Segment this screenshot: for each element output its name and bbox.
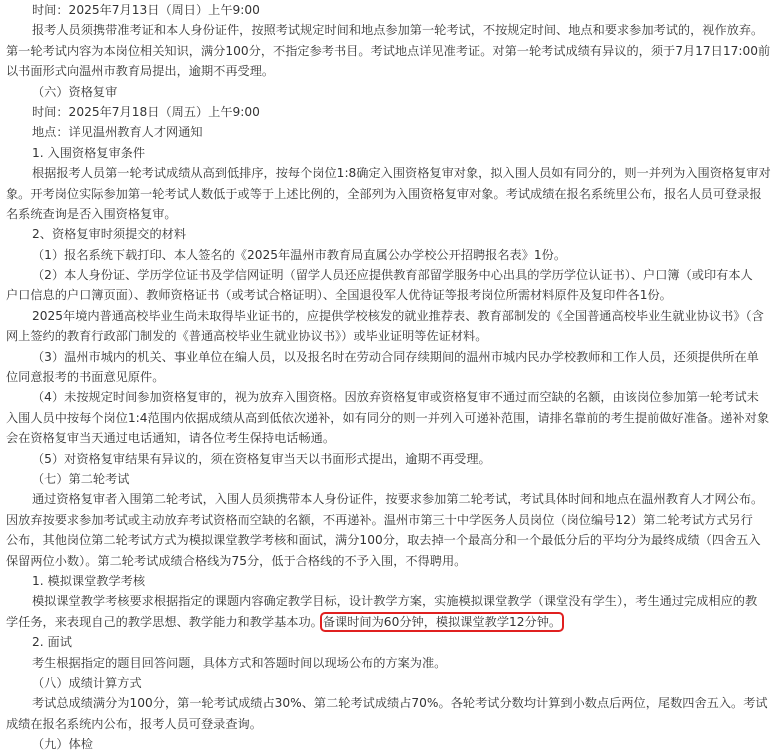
subsection-heading: 2、资格复审时须提交的材料 <box>32 227 187 242</box>
text-line: （3）温州市城内的机关、事业单位在编人员，以及报名时在劳动合同存续期间的温州市城内民办学校教师和工作人员，还须提供所在单 <box>32 349 759 364</box>
subsection-heading: 1. 入围资格复审条件 <box>32 145 146 160</box>
text-line: 会在资格复审当天通过电话通知，请各位考生保持电话畅通。 <box>6 431 336 446</box>
text-line: 名系统查询是否入围资格复审。 <box>6 206 177 221</box>
text-line <box>6 612 686 632</box>
text-line: 公布，其他岗位第二轮考试方式为模拟课堂教学考核和面试，满分100分，取去掉一个最高分和一个最低分后的平均分为最终成绩（四舍五入 <box>6 533 761 548</box>
text-fragment: 学任务，来表现自己的教学思想、教学能力和教学基本功。 <box>6 614 323 629</box>
text-line: 根据报考人员第一轮考试成绩从高到低排序，按每个岗位1:8确定入围资格复审对象，拟入围人员如有同分的，则一并列为入围资格复审对 <box>32 166 771 181</box>
text-line: 户口信息的户口簿页面）、教师资格证书（或考试合格证明）、全国退役军人优待证等报考岗位所需材料原件及复印件各1份。 <box>6 288 672 303</box>
subsection-heading: 1. 模拟课堂教学考核 <box>32 573 146 588</box>
text-line: 2025年境内普通高校毕业生尚未取得毕业证书的，应提供学校核发的就业推荐表、教育部制发的《全国普通高校毕业生就业协议书》（含 <box>32 308 764 323</box>
text-line: 通过资格复审者入围第二轮考试，入围人员须携带本人身份证件，按要求参加第二轮考试，考试具体时间和地点在温州教育人才网公布。 <box>32 492 764 507</box>
text-line: 时间：2025年7月13日（周日）上午9:00 <box>32 3 260 17</box>
section-heading: （六）资格复审 <box>32 84 118 99</box>
text-line: 考试总成绩满分为100分，第一轮考试成绩占30%、第二轮考试成绩占70%。各轮考试分数均计算到小数点后两位，尾数四舍五入。考试 <box>32 696 768 711</box>
text-line: 因放弃按要求参加考试或主动放弃考试资格而空缺的名额，不再递补。温州市第三十中学医务人员岗位（岗位编号12）第二轮考试方式另行 <box>6 512 753 527</box>
text-line: （5）对资格复审结果有异议的，须在资格复审当天以书面形式提出，逾期不再受理。 <box>32 451 491 466</box>
text-line: 象。开考岗位实际参加第一轮考试人数低于或等于上述比例的，全部列为入围资格复审对象。考试成绩在报名系统里公布，报名人员可登录报 <box>6 186 762 201</box>
text-line: 时间：2025年7月18日（周五）上午9:00 <box>32 104 260 119</box>
text-line: 保留两位小数）。第二轮考试成绩合格线为75分，低于合格线的不予入围，不得聘用。 <box>6 553 467 568</box>
text-line: 考生根据指定的题目回答问题，具体方式和答题时间以现场公布的方案为准。 <box>32 655 447 670</box>
text-line: 地点：详见温州教育人才网通知 <box>32 125 203 140</box>
text-line: 报考人员须携带准考证和本人身份证件，按照考试规定时间和地点参加第一轮考试，不按规定时间、地点和要求参加考试的，视作放弃。 <box>32 23 764 38</box>
text-line: （1）报名系统下载打印、本人签名的《2025年温州市教育局直属公办学校公开招聘报名表》1份。 <box>32 247 567 262</box>
text-line: 模拟课堂教学考核要求根据指定的课题内容确定教学目标，设计教学方案，实施模拟课堂教学（课堂没有学生），考生通过完成相应的教 <box>32 594 758 609</box>
text-line: 网上签约的教育行政部门制发的《普通高校毕业生就业协议书》）或毕业证明等佐证材料。 <box>6 329 488 344</box>
text-line: （2）本人身份证、学历学位证书及学信网证明（留学人员还应提供教育部留学服务中心出具的学历学位认证书）、户口簿（或印有本人 <box>32 268 753 283</box>
text-line: 入围人员中按每个岗位1:4范围内依据成绩从高到低依次递补，如有同分的则一并列入可递补范围，请排名靠前的考生提前做好准备。递补对象 <box>6 410 770 425</box>
article-body <box>6 0 771 754</box>
text-line: 以书面形式向温州市教育局提出，逾期不再受理。 <box>6 64 275 79</box>
text-line: 位同意报考的书面意见原件。 <box>6 370 165 385</box>
text-line: 第一轮考试内容为本岗位相关知识，满分100分，不指定参考书目。考试地点详见准考证。对第一轮考试成绩有异议的，须于7月17日17:00前 <box>6 43 771 58</box>
section-heading: （八）成绩计算方式 <box>32 675 142 690</box>
subsection-heading: 2. 面试 <box>32 635 72 650</box>
section-heading: （九）体检 <box>32 737 93 752</box>
text-line: 成绩在报名系统内公布，报考人员可登录查询。 <box>6 716 262 731</box>
text-line: （4）未按规定时间参加资格复审的，视为放弃入围资格。因放弃资格复审或资格复审不通过而空缺的名额，由该岗位参加第一轮考试未 <box>32 390 759 405</box>
highlighted-text: 备课时间为60分钟，模拟课堂教学12分钟。 <box>322 614 562 629</box>
section-heading: （七）第二轮考试 <box>32 471 130 486</box>
